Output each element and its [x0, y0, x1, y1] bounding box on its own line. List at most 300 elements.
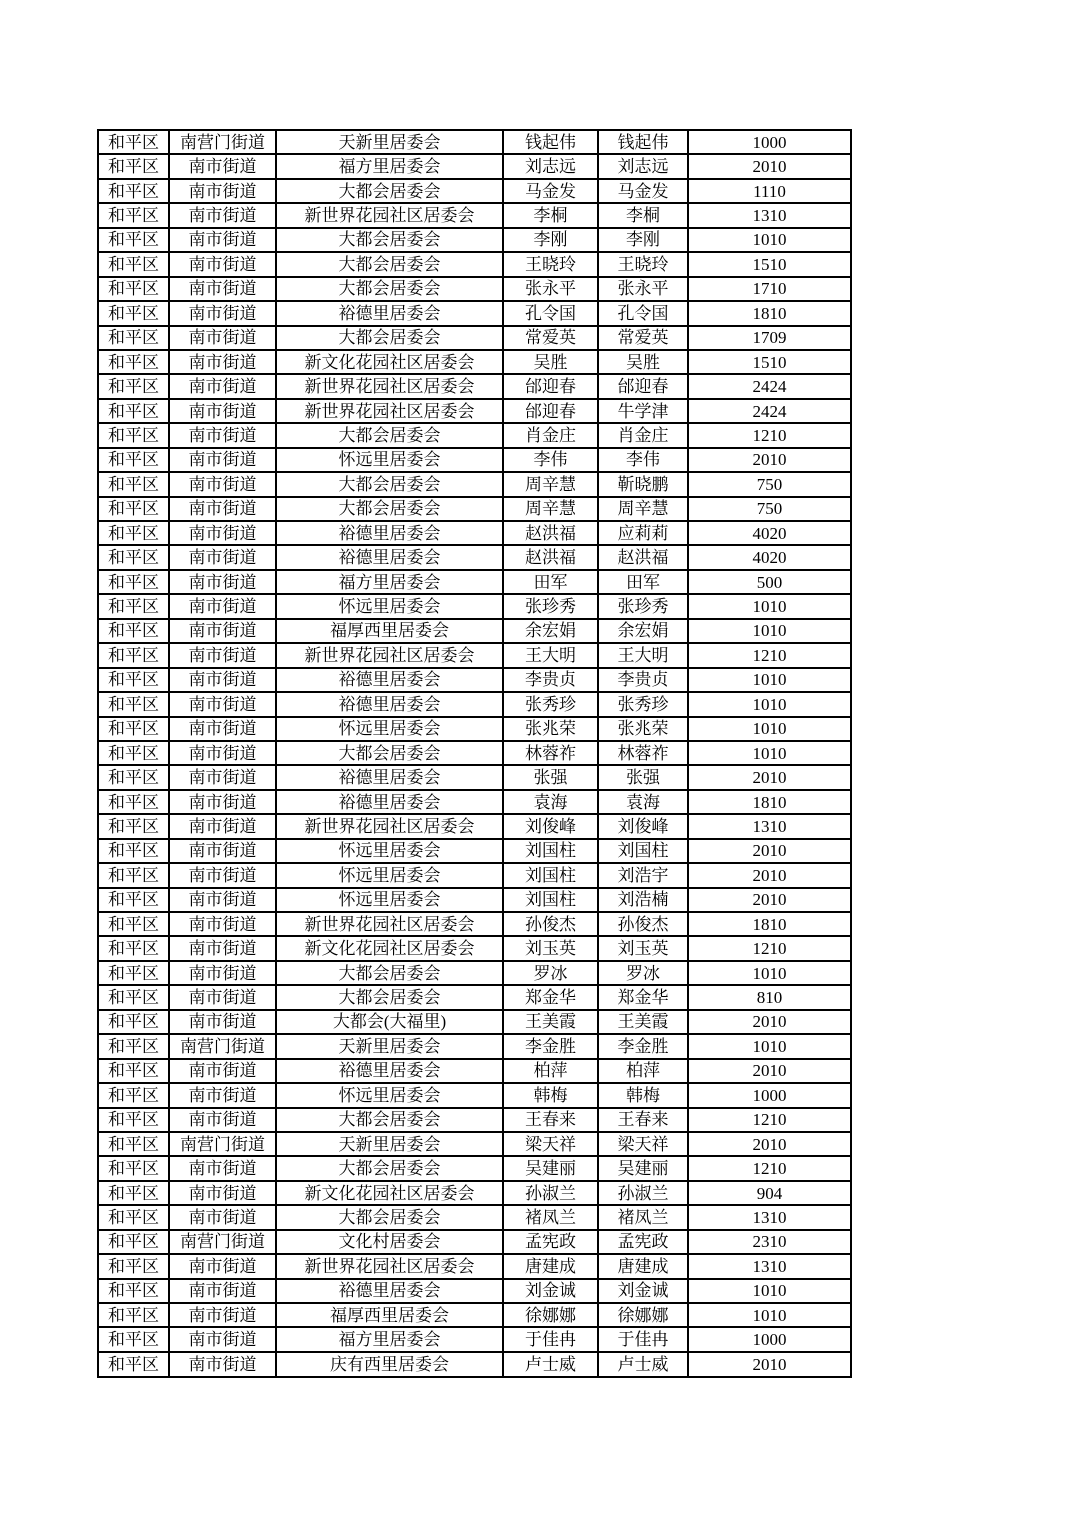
cell-street: 南市街道: [169, 1279, 276, 1303]
table-row: [98, 619, 851, 643]
cell-street: 南市街道: [169, 448, 276, 472]
cell-committee: 大都会居委会: [276, 1108, 503, 1132]
cell-street: 南市街道: [169, 472, 276, 496]
cell-district: 和平区: [98, 1108, 169, 1132]
table-row: [98, 277, 851, 301]
cell-street: 南市街道: [169, 594, 276, 618]
cell-committee: 怀远里居委会: [276, 863, 503, 887]
cell-district: 和平区: [98, 619, 169, 643]
cell-district: 和平区: [98, 1083, 169, 1107]
cell-name-a: 常爱英: [503, 326, 598, 350]
cell-committee: 福厚西里居委会: [276, 619, 503, 643]
table-row: [98, 814, 851, 838]
cell-district: 和平区: [98, 1059, 169, 1083]
cell-name-b: 田军: [598, 570, 688, 594]
cell-district: 和平区: [98, 668, 169, 692]
cell-name-b: 邰迎春: [598, 374, 688, 398]
cell-committee: 新世界花园社区居委会: [276, 912, 503, 936]
cell-street: 南市街道: [169, 717, 276, 741]
cell-name-a: 刘国柱: [503, 863, 598, 887]
cell-committee: 大都会居委会: [276, 961, 503, 985]
cell-street: 南市街道: [169, 839, 276, 863]
cell-amount: 2010: [688, 1132, 851, 1156]
cell-amount: 1510: [688, 252, 851, 276]
cell-committee: 怀远里居委会: [276, 1083, 503, 1107]
cell-district: 和平区: [98, 1156, 169, 1180]
cell-name-b: 张兆荣: [598, 717, 688, 741]
cell-name-a: 刘金诚: [503, 1279, 598, 1303]
cell-committee: 大都会居委会: [276, 1156, 503, 1180]
cell-amount: 1010: [688, 619, 851, 643]
cell-name-a: 孙淑兰: [503, 1181, 598, 1205]
cell-street: 南市街道: [169, 1108, 276, 1132]
cell-name-b: 刘俊峰: [598, 814, 688, 838]
table-row: [98, 668, 851, 692]
cell-name-a: 卢士威: [503, 1352, 598, 1377]
cell-amount: 4020: [688, 545, 851, 569]
cell-name-a: 钱起伟: [503, 130, 598, 154]
cell-amount: 2010: [688, 839, 851, 863]
cell-district: 和平区: [98, 985, 169, 1009]
cell-district: 和平区: [98, 545, 169, 569]
table-body: [98, 130, 851, 1377]
cell-name-b: 张秀珍: [598, 692, 688, 716]
table-row: [98, 1132, 851, 1156]
cell-street: 南市街道: [169, 1352, 276, 1377]
table-row: [98, 399, 851, 423]
cell-name-b: 孙淑兰: [598, 1181, 688, 1205]
cell-name-a: 张秀珍: [503, 692, 598, 716]
table-row: [98, 130, 851, 154]
table-row: [98, 790, 851, 814]
cell-amount: 1010: [688, 1279, 851, 1303]
cell-district: 和平区: [98, 888, 169, 912]
cell-name-b: 肖金庄: [598, 423, 688, 447]
cell-committee: 大都会居委会: [276, 497, 503, 521]
cell-name-a: 李桐: [503, 203, 598, 227]
cell-name-a: 李贵贞: [503, 668, 598, 692]
cell-name-a: 周辛慧: [503, 497, 598, 521]
cell-name-b: 徐娜娜: [598, 1303, 688, 1327]
cell-street: 南市街道: [169, 326, 276, 350]
cell-street: 南市街道: [169, 741, 276, 765]
cell-committee: 裕德里居委会: [276, 668, 503, 692]
cell-committee: 新文化花园社区居委会: [276, 936, 503, 960]
cell-amount: 1010: [688, 1303, 851, 1327]
cell-district: 和平区: [98, 423, 169, 447]
cell-name-b: 褚凤兰: [598, 1205, 688, 1229]
cell-street: 南市街道: [169, 912, 276, 936]
cell-name-a: 徐娜娜: [503, 1303, 598, 1327]
cell-name-b: 王大明: [598, 643, 688, 667]
table-row: [98, 472, 851, 496]
table-row: [98, 301, 851, 325]
cell-amount: 2010: [688, 1010, 851, 1034]
cell-name-b: 牛学津: [598, 399, 688, 423]
table-row: [98, 643, 851, 667]
table-row: [98, 1254, 851, 1278]
cell-name-b: 刘玉英: [598, 936, 688, 960]
cell-name-a: 唐建成: [503, 1254, 598, 1278]
cell-street: 南市街道: [169, 1156, 276, 1180]
cell-committee: 大都会居委会: [276, 252, 503, 276]
cell-name-b: 李贵贞: [598, 668, 688, 692]
cell-name-b: 吴建丽: [598, 1156, 688, 1180]
cell-street: 南市街道: [169, 203, 276, 227]
cell-committee: 天新里居委会: [276, 1034, 503, 1058]
cell-name-b: 于佳冉: [598, 1327, 688, 1351]
cell-committee: 新世界花园社区居委会: [276, 643, 503, 667]
cell-amount: 1310: [688, 203, 851, 227]
cell-street: 南市街道: [169, 643, 276, 667]
cell-committee: 天新里居委会: [276, 1132, 503, 1156]
cell-name-a: 赵洪福: [503, 545, 598, 569]
cell-district: 和平区: [98, 448, 169, 472]
cell-street: 南营门街道: [169, 130, 276, 154]
cell-committee: 裕德里居委会: [276, 790, 503, 814]
cell-committee: 大都会居委会: [276, 1205, 503, 1229]
table-row: [98, 1010, 851, 1034]
cell-district: 和平区: [98, 1181, 169, 1205]
cell-district: 和平区: [98, 497, 169, 521]
cell-name-b: 吴胜: [598, 350, 688, 374]
cell-street: 南市街道: [169, 521, 276, 545]
cell-name-a: 周辛慧: [503, 472, 598, 496]
cell-amount: 1810: [688, 790, 851, 814]
cell-name-a: 王春来: [503, 1108, 598, 1132]
cell-amount: 1709: [688, 326, 851, 350]
cell-street: 南市街道: [169, 1181, 276, 1205]
cell-name-a: 梁天祥: [503, 1132, 598, 1156]
table-row: [98, 1181, 851, 1205]
cell-name-a: 邰迎春: [503, 399, 598, 423]
cell-name-b: 王晓玲: [598, 252, 688, 276]
cell-committee: 天新里居委会: [276, 130, 503, 154]
cell-street: 南市街道: [169, 1010, 276, 1034]
table-row: [98, 1230, 851, 1254]
data-table: [97, 129, 852, 1378]
cell-amount: 1810: [688, 301, 851, 325]
cell-street: 南市街道: [169, 1254, 276, 1278]
cell-street: 南市街道: [169, 570, 276, 594]
cell-name-a: 赵洪福: [503, 521, 598, 545]
cell-name-a: 刘玉英: [503, 936, 598, 960]
cell-name-b: 王春来: [598, 1108, 688, 1132]
cell-committee: 新世界花园社区居委会: [276, 399, 503, 423]
cell-name-a: 郑金华: [503, 985, 598, 1009]
cell-name-a: 罗冰: [503, 961, 598, 985]
cell-street: 南市街道: [169, 668, 276, 692]
cell-name-a: 刘志远: [503, 154, 598, 178]
cell-district: 和平区: [98, 1230, 169, 1254]
table-row: [98, 717, 851, 741]
cell-amount: 2010: [688, 765, 851, 789]
cell-district: 和平区: [98, 1327, 169, 1351]
cell-committee: 大都会居委会: [276, 326, 503, 350]
table-row: [98, 1303, 851, 1327]
cell-name-a: 李金胜: [503, 1034, 598, 1058]
cell-district: 和平区: [98, 228, 169, 252]
cell-name-a: 马金发: [503, 179, 598, 203]
cell-committee: 裕德里居委会: [276, 692, 503, 716]
cell-name-b: 张珍秀: [598, 594, 688, 618]
cell-amount: 1210: [688, 936, 851, 960]
cell-name-b: 韩梅: [598, 1083, 688, 1107]
cell-committee: 大都会居委会: [276, 228, 503, 252]
cell-district: 和平区: [98, 1132, 169, 1156]
cell-committee: 新世界花园社区居委会: [276, 1254, 503, 1278]
cell-name-a: 余宏娟: [503, 619, 598, 643]
table-row: [98, 1327, 851, 1351]
cell-name-b: 马金发: [598, 179, 688, 203]
cell-district: 和平区: [98, 1254, 169, 1278]
cell-committee: 大都会居委会: [276, 277, 503, 301]
cell-name-a: 林蓉祚: [503, 741, 598, 765]
table-row: [98, 326, 851, 350]
cell-street: 南市街道: [169, 985, 276, 1009]
table-row: [98, 350, 851, 374]
cell-name-b: 林蓉祚: [598, 741, 688, 765]
table-row: [98, 497, 851, 521]
cell-name-b: 张永平: [598, 277, 688, 301]
cell-street: 南市街道: [169, 936, 276, 960]
cell-committee: 新文化花园社区居委会: [276, 1181, 503, 1205]
cell-amount: 2310: [688, 1230, 851, 1254]
cell-committee: 福方里居委会: [276, 570, 503, 594]
cell-district: 和平区: [98, 863, 169, 887]
cell-name-b: 孙俊杰: [598, 912, 688, 936]
cell-name-a: 袁海: [503, 790, 598, 814]
cell-district: 和平区: [98, 179, 169, 203]
cell-street: 南营门街道: [169, 1230, 276, 1254]
cell-name-a: 吴胜: [503, 350, 598, 374]
cell-committee: 新世界花园社区居委会: [276, 203, 503, 227]
cell-name-a: 邰迎春: [503, 374, 598, 398]
cell-committee: 裕德里居委会: [276, 545, 503, 569]
cell-name-a: 李伟: [503, 448, 598, 472]
cell-amount: 1310: [688, 1205, 851, 1229]
cell-street: 南市街道: [169, 423, 276, 447]
cell-amount: 1210: [688, 423, 851, 447]
cell-name-b: 李伟: [598, 448, 688, 472]
cell-district: 和平区: [98, 1352, 169, 1377]
cell-street: 南市街道: [169, 888, 276, 912]
cell-district: 和平区: [98, 570, 169, 594]
cell-name-a: 韩梅: [503, 1083, 598, 1107]
cell-name-b: 刘国柱: [598, 839, 688, 863]
table-row: [98, 228, 851, 252]
cell-amount: 1010: [688, 668, 851, 692]
cell-district: 和平区: [98, 692, 169, 716]
cell-street: 南市街道: [169, 545, 276, 569]
cell-name-b: 李刚: [598, 228, 688, 252]
cell-district: 和平区: [98, 1010, 169, 1034]
cell-street: 南市街道: [169, 374, 276, 398]
cell-name-b: 刘志远: [598, 154, 688, 178]
cell-name-b: 靳晓鹏: [598, 472, 688, 496]
table-row: [98, 1352, 851, 1377]
cell-amount: 1010: [688, 741, 851, 765]
cell-committee: 怀远里居委会: [276, 594, 503, 618]
cell-amount: 1210: [688, 1108, 851, 1132]
cell-district: 和平区: [98, 790, 169, 814]
cell-street: 南市街道: [169, 252, 276, 276]
cell-committee: 裕德里居委会: [276, 1059, 503, 1083]
cell-street: 南市街道: [169, 961, 276, 985]
cell-amount: 1010: [688, 961, 851, 985]
table-row: [98, 985, 851, 1009]
table-row: [98, 912, 851, 936]
cell-committee: 庆有西里居委会: [276, 1352, 503, 1377]
cell-amount: 750: [688, 472, 851, 496]
cell-name-b: 刘浩楠: [598, 888, 688, 912]
cell-district: 和平区: [98, 839, 169, 863]
cell-name-a: 孙俊杰: [503, 912, 598, 936]
cell-committee: 怀远里居委会: [276, 888, 503, 912]
cell-name-b: 赵洪福: [598, 545, 688, 569]
cell-amount: 2010: [688, 154, 851, 178]
cell-district: 和平区: [98, 277, 169, 301]
cell-district: 和平区: [98, 521, 169, 545]
table-row: [98, 570, 851, 594]
cell-name-a: 王美霞: [503, 1010, 598, 1034]
cell-street: 南市街道: [169, 692, 276, 716]
cell-amount: 1510: [688, 350, 851, 374]
cell-amount: 1010: [688, 594, 851, 618]
cell-name-b: 卢士威: [598, 1352, 688, 1377]
cell-name-a: 刘俊峰: [503, 814, 598, 838]
cell-district: 和平区: [98, 912, 169, 936]
cell-name-b: 李桐: [598, 203, 688, 227]
cell-name-b: 钱起伟: [598, 130, 688, 154]
table-row: [98, 1034, 851, 1058]
cell-name-a: 张兆荣: [503, 717, 598, 741]
cell-street: 南市街道: [169, 1059, 276, 1083]
cell-district: 和平区: [98, 326, 169, 350]
cell-committee: 福方里居委会: [276, 154, 503, 178]
cell-name-a: 孔令国: [503, 301, 598, 325]
cell-name-b: 应莉莉: [598, 521, 688, 545]
cell-name-b: 常爱英: [598, 326, 688, 350]
table-row: [98, 1059, 851, 1083]
cell-district: 和平区: [98, 203, 169, 227]
cell-name-b: 李金胜: [598, 1034, 688, 1058]
table-row: [98, 936, 851, 960]
cell-district: 和平区: [98, 936, 169, 960]
table-row: [98, 1279, 851, 1303]
cell-amount: 1000: [688, 1083, 851, 1107]
cell-district: 和平区: [98, 814, 169, 838]
cell-name-b: 刘金诚: [598, 1279, 688, 1303]
cell-name-b: 张强: [598, 765, 688, 789]
cell-street: 南营门街道: [169, 1034, 276, 1058]
cell-amount: 500: [688, 570, 851, 594]
cell-amount: 1010: [688, 717, 851, 741]
cell-street: 南市街道: [169, 790, 276, 814]
cell-committee: 裕德里居委会: [276, 301, 503, 325]
cell-district: 和平区: [98, 1034, 169, 1058]
cell-committee: 怀远里居委会: [276, 839, 503, 863]
cell-district: 和平区: [98, 130, 169, 154]
cell-committee: 新世界花园社区居委会: [276, 814, 503, 838]
cell-committee: 福方里居委会: [276, 1327, 503, 1351]
cell-name-a: 褚凤兰: [503, 1205, 598, 1229]
cell-street: 南市街道: [169, 1083, 276, 1107]
cell-name-b: 唐建成: [598, 1254, 688, 1278]
cell-amount: 1010: [688, 228, 851, 252]
table-row: [98, 203, 851, 227]
cell-district: 和平区: [98, 1279, 169, 1303]
cell-amount: 1210: [688, 643, 851, 667]
cell-street: 南市街道: [169, 154, 276, 178]
cell-amount: 2010: [688, 448, 851, 472]
table-row: [98, 888, 851, 912]
table-row: [98, 448, 851, 472]
table-row: [98, 521, 851, 545]
cell-name-b: 周辛慧: [598, 497, 688, 521]
table-row: [98, 374, 851, 398]
cell-name-a: 张珍秀: [503, 594, 598, 618]
cell-street: 南市街道: [169, 350, 276, 374]
table-row: [98, 154, 851, 178]
cell-committee: 大都会居委会: [276, 423, 503, 447]
table-row: [98, 423, 851, 447]
table-row: [98, 252, 851, 276]
cell-amount: 1110: [688, 179, 851, 203]
cell-committee: 裕德里居委会: [276, 1279, 503, 1303]
table-row: [98, 1108, 851, 1132]
table-row: [98, 1156, 851, 1180]
cell-street: 南市街道: [169, 301, 276, 325]
cell-committee: 大都会居委会: [276, 741, 503, 765]
table-row: [98, 1083, 851, 1107]
cell-amount: 904: [688, 1181, 851, 1205]
cell-name-a: 张强: [503, 765, 598, 789]
cell-name-a: 于佳冉: [503, 1327, 598, 1351]
cell-amount: 1000: [688, 1327, 851, 1351]
cell-name-a: 肖金庄: [503, 423, 598, 447]
cell-street: 南市街道: [169, 1327, 276, 1351]
cell-district: 和平区: [98, 350, 169, 374]
cell-name-b: 孟宪政: [598, 1230, 688, 1254]
cell-committee: 大都会居委会: [276, 472, 503, 496]
cell-street: 南市街道: [169, 1303, 276, 1327]
cell-name-b: 柏萍: [598, 1059, 688, 1083]
cell-amount: 1010: [688, 692, 851, 716]
cell-amount: 2010: [688, 1059, 851, 1083]
cell-street: 南市街道: [169, 619, 276, 643]
cell-district: 和平区: [98, 472, 169, 496]
cell-name-a: 刘国柱: [503, 888, 598, 912]
cell-name-a: 张永平: [503, 277, 598, 301]
cell-name-b: 余宏娟: [598, 619, 688, 643]
cell-committee: 新世界花园社区居委会: [276, 374, 503, 398]
cell-committee: 文化村居委会: [276, 1230, 503, 1254]
cell-name-a: 柏萍: [503, 1059, 598, 1083]
cell-district: 和平区: [98, 717, 169, 741]
cell-street: 南市街道: [169, 179, 276, 203]
cell-name-b: 梁天祥: [598, 1132, 688, 1156]
cell-name-a: 刘国柱: [503, 839, 598, 863]
table-row: [98, 765, 851, 789]
table-row: [98, 1205, 851, 1229]
cell-street: 南市街道: [169, 399, 276, 423]
table-row: [98, 545, 851, 569]
cell-committee: 怀远里居委会: [276, 448, 503, 472]
cell-street: 南市街道: [169, 228, 276, 252]
cell-name-b: 王美霞: [598, 1010, 688, 1034]
cell-amount: 1310: [688, 814, 851, 838]
